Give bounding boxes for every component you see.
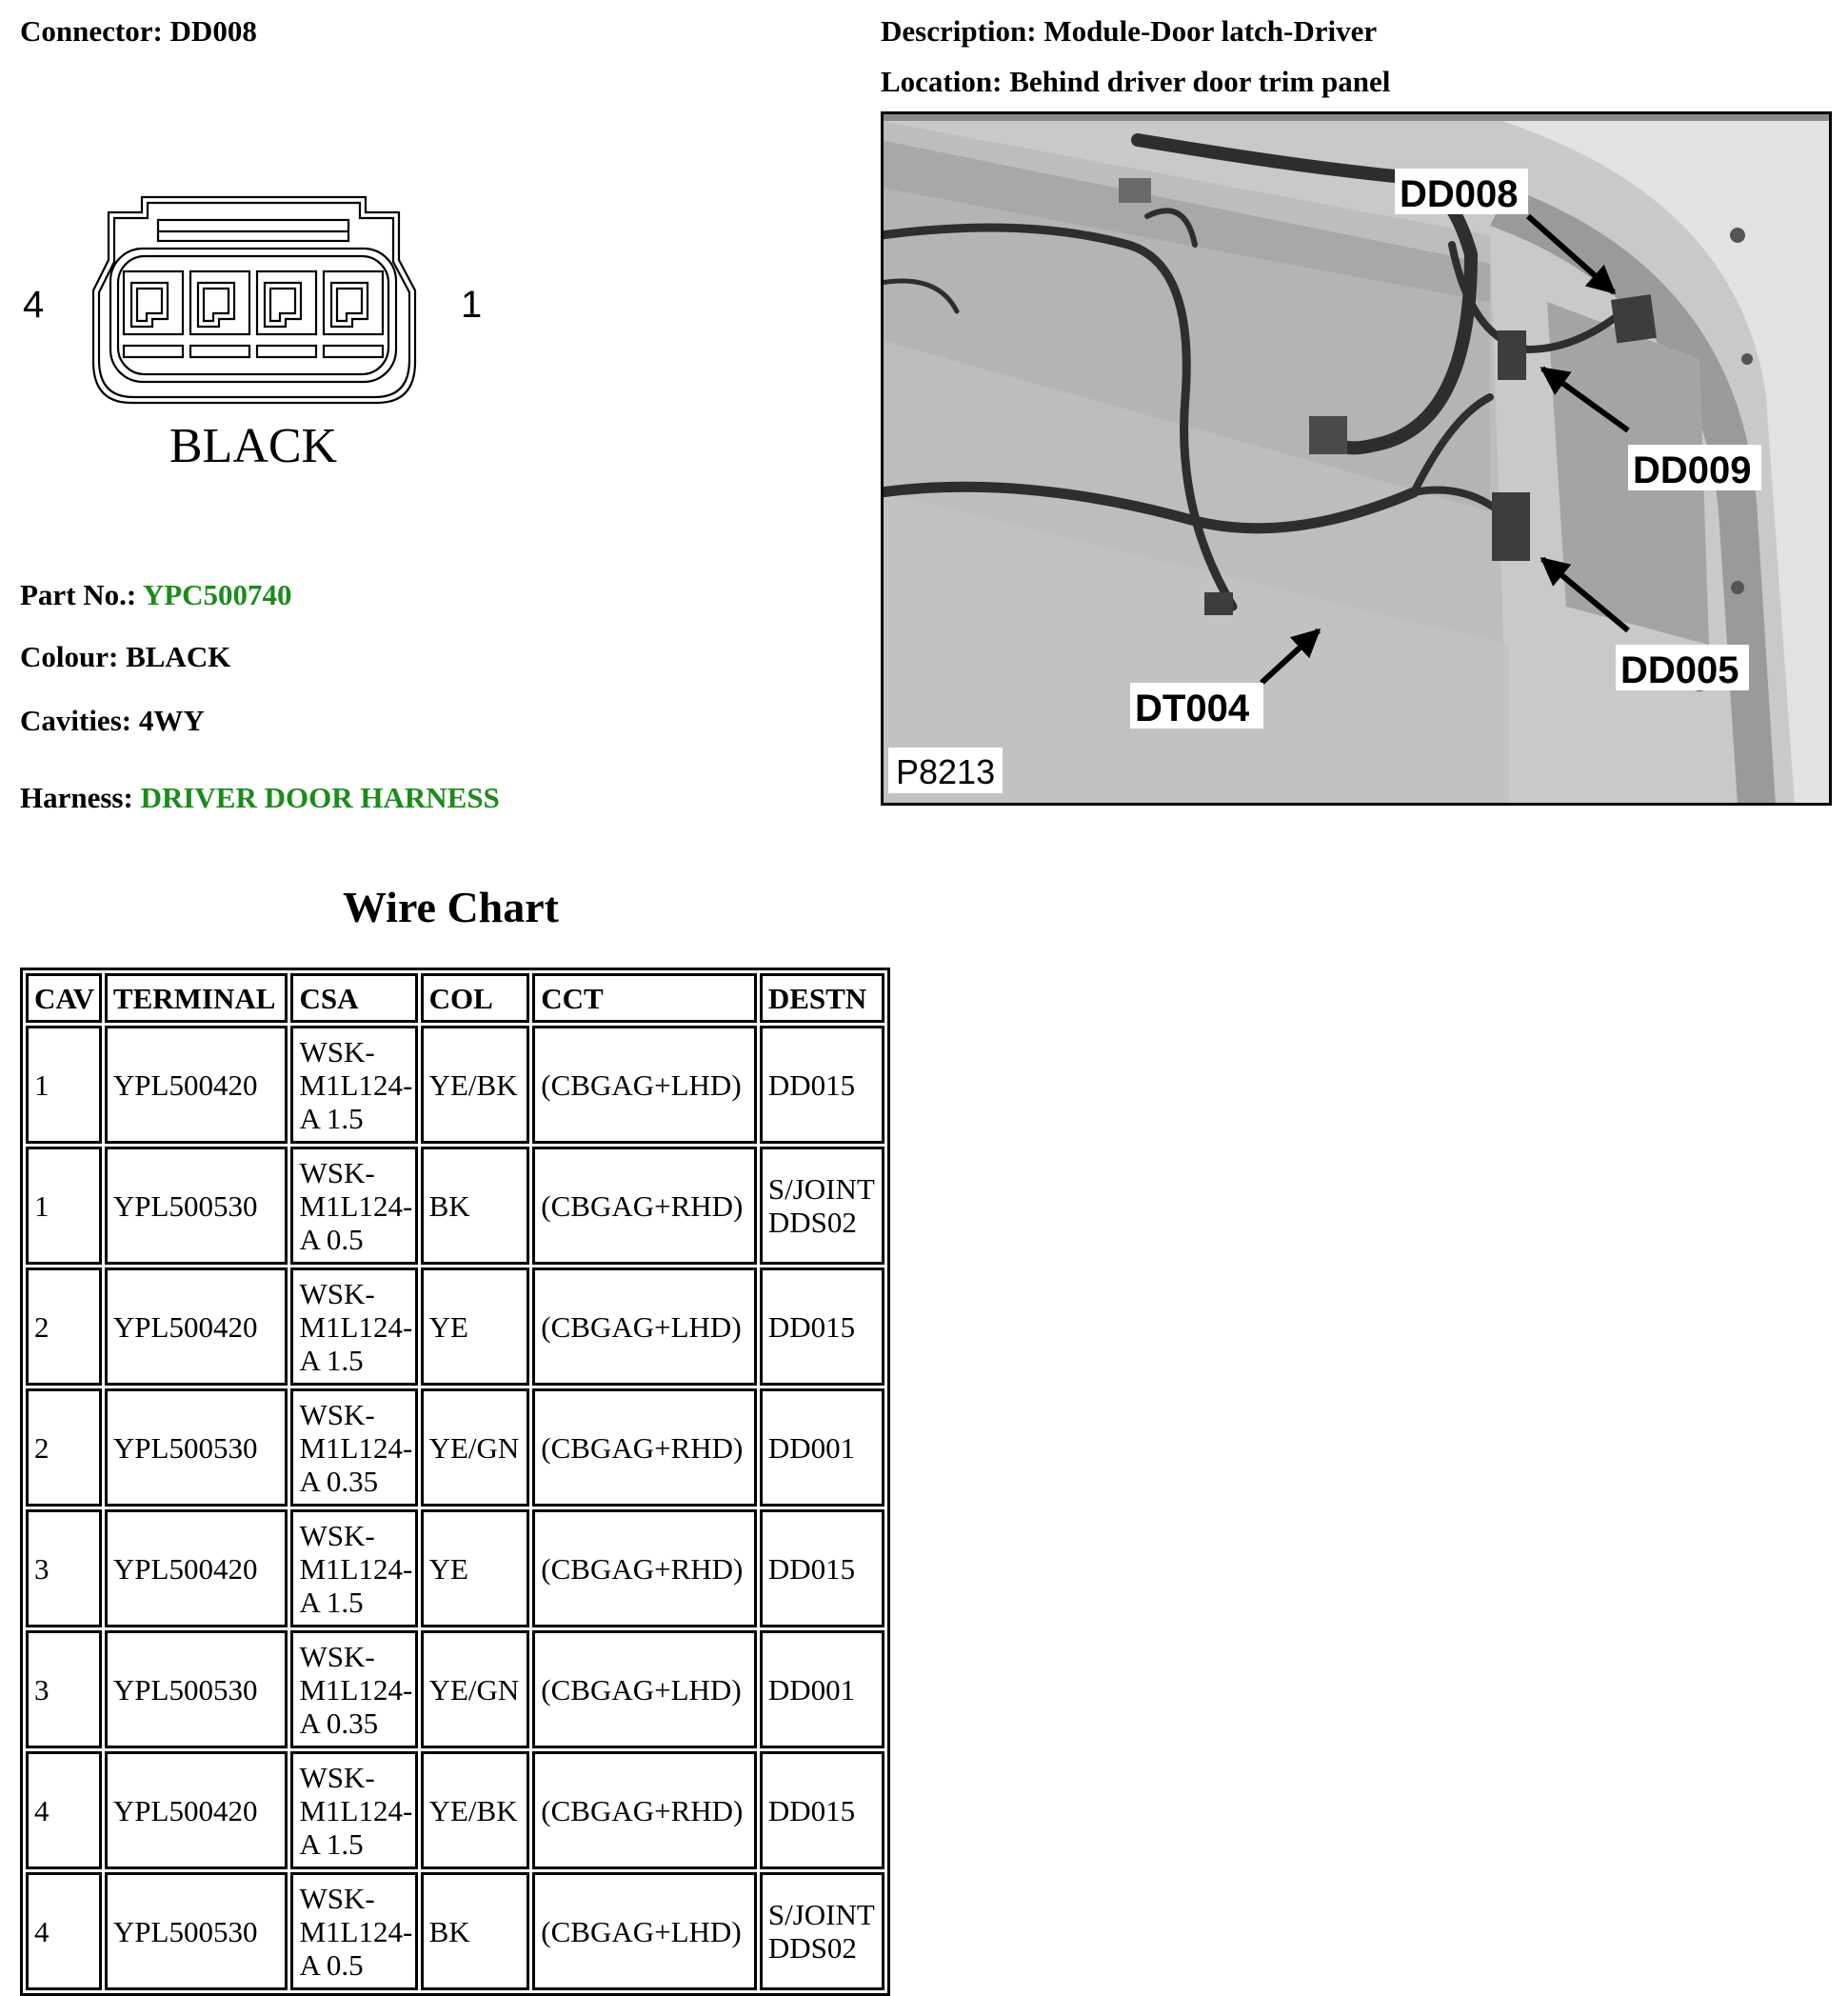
cell-cav: 4 xyxy=(26,1751,102,1869)
cell-terminal: YPL500420 xyxy=(105,1026,288,1144)
cell-destn: DD015 xyxy=(760,1267,884,1386)
table-row xyxy=(26,1026,884,1144)
colour-line xyxy=(20,642,230,671)
colour-value: BLACK xyxy=(126,640,231,673)
cell-destn: DD015 xyxy=(760,1509,884,1627)
cell-cct: (CBGAG+LHD) xyxy=(532,1630,757,1748)
header-cct: CCT xyxy=(532,973,757,1023)
cell-destn: S/JOINT DDS02 xyxy=(760,1147,884,1265)
cell-cct: (CBGAG+RHD) xyxy=(532,1751,757,1869)
table-row xyxy=(26,1388,884,1507)
cell-col: BK xyxy=(421,1147,530,1265)
header-destn: DESTN xyxy=(760,973,884,1023)
header-csa: CSA xyxy=(290,973,417,1023)
description-label: Description: xyxy=(881,14,1037,48)
connector-face-diagram xyxy=(15,186,491,490)
cell-csa: WSK- M1L124- A 0.5 xyxy=(290,1872,417,1990)
cell-terminal: YPL500530 xyxy=(105,1388,288,1507)
cell-destn: DD001 xyxy=(760,1388,884,1507)
cell-cct: (CBGAG+LHD) xyxy=(532,1872,757,1990)
cell-cav: 2 xyxy=(26,1267,102,1386)
cell-csa: WSK- M1L124- A 1.5 xyxy=(290,1026,417,1144)
table-row xyxy=(26,1267,884,1386)
header-terminal: TERMINAL xyxy=(105,973,288,1023)
cell-cct: (CBGAG+LHD) xyxy=(532,1267,757,1386)
cell-col: YE/BK xyxy=(421,1026,530,1144)
cell-col: BK xyxy=(421,1872,530,1990)
cell-terminal: YPL500530 xyxy=(105,1872,288,1990)
harness-label: Harness: xyxy=(20,781,133,814)
cell-col: YE/GN xyxy=(421,1630,530,1748)
cell-csa: WSK- M1L124- A 0.35 xyxy=(290,1630,417,1748)
connector-label: Connector: xyxy=(20,14,163,48)
cell-cct: (CBGAG+LHD) xyxy=(532,1026,757,1144)
cavities-label: Cavities: xyxy=(20,704,132,737)
part-no-line xyxy=(20,580,292,609)
cell-csa: WSK- M1L124- A 0.35 xyxy=(290,1388,417,1507)
cell-col: YE/BK xyxy=(421,1751,530,1869)
cell-cct: (CBGAG+RHD) xyxy=(532,1509,757,1627)
table-row xyxy=(26,1630,884,1748)
location-photo xyxy=(881,111,1832,806)
cell-csa: WSK- M1L124- A 1.5 xyxy=(290,1509,417,1627)
pin-label-left: 4 xyxy=(23,284,45,326)
cell-col: YE/GN xyxy=(421,1388,530,1507)
location-value: Behind driver door trim panel xyxy=(1009,65,1391,98)
cell-terminal: YPL500420 xyxy=(105,1751,288,1869)
connector-line xyxy=(20,16,257,46)
cell-terminal: YPL500530 xyxy=(105,1147,288,1265)
table-row xyxy=(26,1509,884,1627)
connector-value: DD008 xyxy=(169,14,257,48)
cell-csa: WSK- M1L124- A 1.5 xyxy=(290,1267,417,1386)
wire-chart-table xyxy=(20,968,890,1996)
cell-terminal: YPL500530 xyxy=(105,1630,288,1748)
cell-col: YE xyxy=(421,1267,530,1386)
cell-terminal: YPL500420 xyxy=(105,1267,288,1386)
header-cav: CAV xyxy=(26,973,102,1023)
figure-id: P8213 xyxy=(896,752,996,791)
cell-cav: 4 xyxy=(26,1872,102,1990)
cell-cav: 3 xyxy=(26,1630,102,1748)
cell-csa: WSK- M1L124- A 1.5 xyxy=(290,1751,417,1869)
cell-destn: S/JOINT DDS02 xyxy=(760,1872,884,1990)
callout-dd005: DD005 xyxy=(1620,649,1739,691)
cell-cav: 3 xyxy=(26,1509,102,1627)
table-row xyxy=(26,1147,884,1265)
harness-link[interactable]: DRIVER DOOR HARNESS xyxy=(140,781,500,814)
table-row xyxy=(26,1872,884,1990)
cell-cct: (CBGAG+RHD) xyxy=(532,1388,757,1507)
location-line xyxy=(881,67,1390,96)
callout-dd009: DD009 xyxy=(1633,449,1752,491)
header-col: COL xyxy=(421,973,530,1023)
location-label: Location: xyxy=(881,65,1003,98)
cell-destn: DD015 xyxy=(760,1751,884,1869)
callout-dt004: DT004 xyxy=(1135,688,1250,729)
connector-color-label: BLACK xyxy=(169,419,338,473)
description-value: Module-Door latch-Driver xyxy=(1043,14,1378,48)
table-row xyxy=(26,1751,884,1869)
pin-label-right: 1 xyxy=(461,284,483,326)
part-no-label: Part No.: xyxy=(20,578,137,611)
table-header-row xyxy=(26,973,884,1023)
cell-cav: 1 xyxy=(26,1147,102,1265)
cavities-value: 4WY xyxy=(138,704,205,737)
cell-cct: (CBGAG+RHD) xyxy=(532,1147,757,1265)
part-no-link[interactable]: YPC500740 xyxy=(142,578,292,611)
cell-col: YE xyxy=(421,1509,530,1627)
cell-cav: 1 xyxy=(26,1026,102,1144)
cell-destn: DD015 xyxy=(760,1026,884,1144)
colour-label: Colour: xyxy=(20,640,119,673)
cell-csa: WSK- M1L124- A 0.5 xyxy=(290,1147,417,1265)
cell-destn: DD001 xyxy=(760,1630,884,1748)
cell-cav: 2 xyxy=(26,1388,102,1507)
cavities-line xyxy=(20,706,205,735)
cell-terminal: YPL500420 xyxy=(105,1509,288,1627)
description-line xyxy=(881,16,1377,46)
wire-chart-title: Wire Chart xyxy=(343,883,559,931)
harness-line xyxy=(20,783,500,812)
callout-dd008: DD008 xyxy=(1400,173,1519,215)
